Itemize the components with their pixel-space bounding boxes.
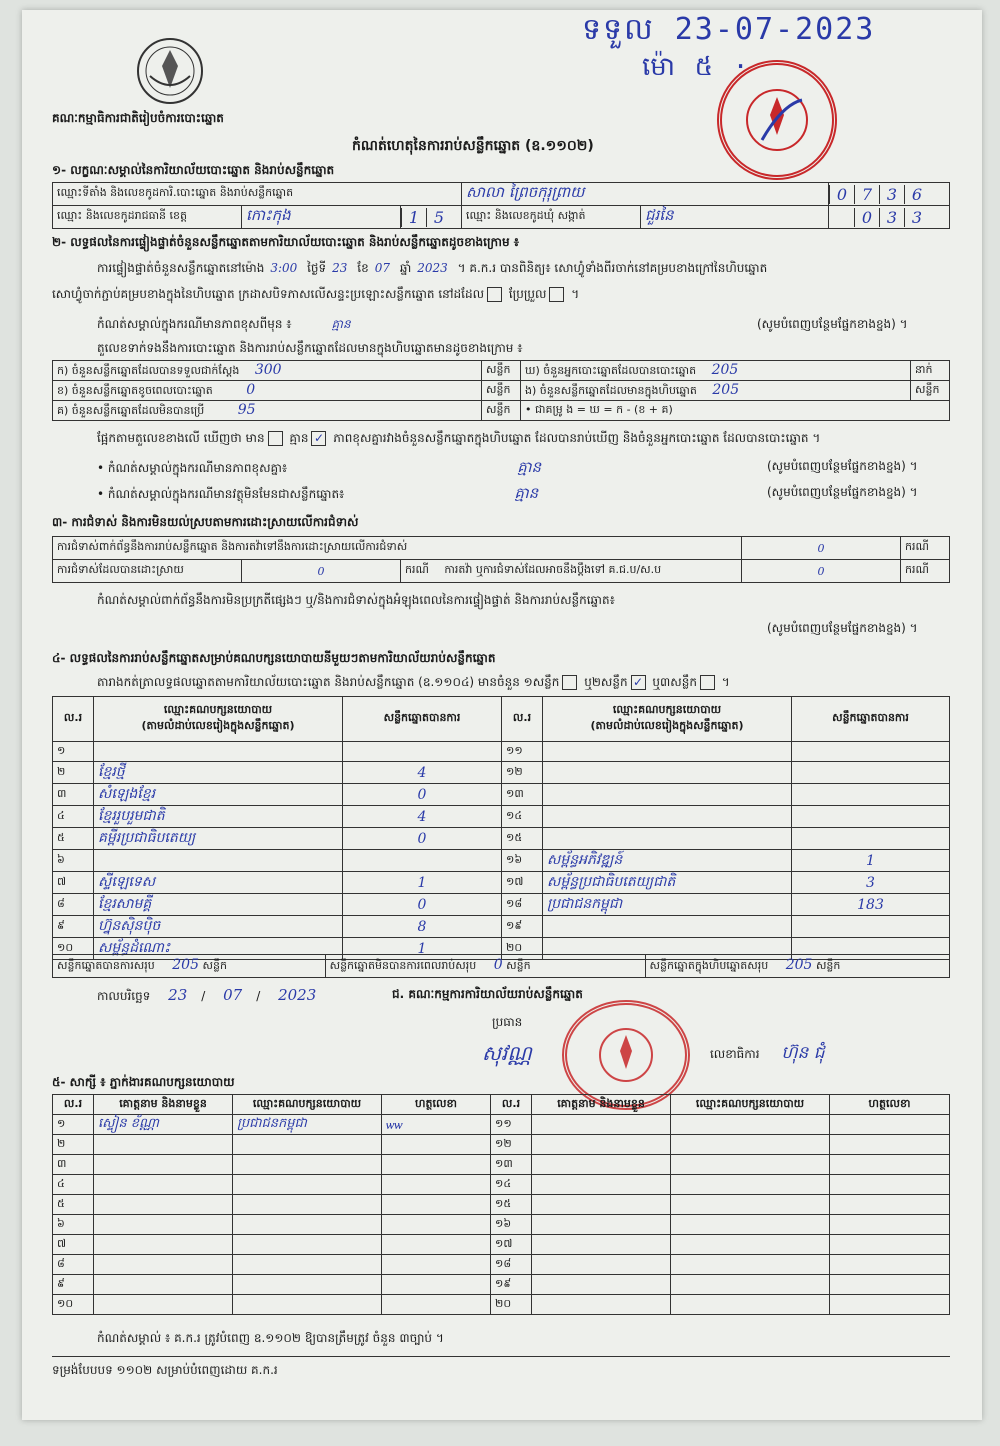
witness-name [532, 1295, 671, 1315]
province-code: 1 5 [401, 206, 462, 229]
polling-station-value: សាលា ព្រៃចកុរុព្រាយ [462, 183, 829, 206]
witness-signature [830, 1195, 950, 1215]
party-votes: 3 [792, 872, 950, 894]
bullet-difference: • កំណត់សម្គាល់ក្នុងករណីមានភាពខុសគ្នា៖ គ្មាន [97, 458, 542, 476]
party-number: ៤ [53, 806, 94, 828]
total-invalid-value: 0 [493, 957, 503, 973]
comparison-line: ផ្អែកតាមតួលេខខាងលើ ឃើញថា មាន គ្មាន ✓ ភាពខុសគ្នារវាងចំនួនសន្លឹកឆ្នោតក្នុងហិបឆ្នោត ដែលបានរាប់ឃើញ និងចំនួនអ្នកបោះឆ្នោត ដែលបានបោះឆ្នោត ។ [97, 431, 821, 445]
verification-paragraph-2: សោហ្វូំចាក់ភ្ជាប់គម្របខាងក្នុងនៃហិបឆ្នោត ក្រដាសបិទភាសលើសន្ទះប្រឡោះសន្លឹកឆ្នោត នៅដដែល ប្រែប្រួល ។ [52, 287, 580, 301]
witness-party [233, 1135, 382, 1155]
commune-label: ឈ្មោះ និងលេខកូដឃុំ សង្កាត់ [462, 206, 641, 229]
witness-signature [382, 1175, 491, 1195]
party-votes [792, 806, 950, 828]
party-number: ១៣ [502, 784, 543, 806]
party-number: ៥ [53, 828, 94, 850]
witness-name [94, 1275, 233, 1295]
witness-party [233, 1175, 382, 1195]
witness-row [53, 1195, 950, 1215]
party-number: ១០ [53, 938, 94, 960]
witness-name [532, 1195, 671, 1215]
verify-month: 07 [374, 261, 390, 275]
party-name [543, 806, 792, 828]
party-name: ស្ទីឡេទេស [94, 872, 343, 894]
witness-row [53, 1115, 950, 1135]
results-row [53, 784, 950, 806]
bullet-foreign-object: • កំណត់សម្គាល់ក្នុងករណីមានវត្ថុមិនមែនជាសន្លឹកឆ្នោត៖ គ្មាន [97, 484, 539, 502]
spoiled-ballots-value: 0 [246, 381, 256, 398]
party-number: ៩ [53, 916, 94, 938]
witness-row [53, 1215, 950, 1235]
results-row [53, 828, 950, 850]
party-number: ១ [53, 742, 94, 762]
secretary-label: លេខាធិការ ហ៊ុន ជុំ [710, 1043, 825, 1063]
received-time-handwritten: ម៉ោ ៥ · [642, 52, 751, 82]
witness-row [53, 1155, 950, 1175]
witness-party [671, 1155, 830, 1175]
party-votes: 8 [343, 916, 502, 938]
results-row [53, 806, 950, 828]
party-number: ១១ [502, 742, 543, 762]
witness-party [233, 1215, 382, 1235]
witness-party [671, 1175, 830, 1195]
party-number: ១៨ [502, 894, 543, 916]
witness-number: ១៦ [491, 1215, 532, 1235]
party-name: ប្រជាជនកម្ពុជា [543, 894, 792, 916]
party-name: គម្ពីរប្រជាធិបតេយ្យ [94, 828, 343, 850]
witness-row [53, 1235, 950, 1255]
party-votes: 1 [792, 850, 950, 872]
party-name: ហ្វ៊ុនស៊ិនប៉ិច [94, 916, 343, 938]
witness-number: ១២ [491, 1135, 532, 1155]
witness-signature [830, 1255, 950, 1275]
received-date-handwritten: ទទួល 23-07-2023 [582, 12, 876, 47]
bullet-difference-hint: (សូមបំពេញបន្ថែមផ្នែកខាងខ្នង) ។ [767, 459, 918, 473]
witness-party [233, 1195, 382, 1215]
witness-signature [830, 1295, 950, 1315]
polling-station-label: ឈ្មោះទីតាំង និងលេខកូដការិ.បោះឆ្នោត និងរាប់សន្លឹកឆ្នោត [53, 183, 462, 206]
results-row [53, 916, 950, 938]
party-name [543, 784, 792, 806]
witness-name [94, 1215, 233, 1235]
complaints-table: ការជំទាស់ពាក់ព័ន្ធនឹងការរាប់សន្លឹកឆ្នោត និងការតវ៉ាទៅនឹងការដោះស្រាយលើការជំទាស់ 0 ករណី ការជំទាស់ដែលបានដោះស្រាយ 0 ករណី ការតវ៉ា ឬការជំទាស់ដែលអាចនឹងប្តឹងទៅ គ.ជ.ប/ស.ប 0 ករណី [52, 536, 950, 583]
committee-sign-label: ជ. គណៈកម្មការការិយាល័យរាប់សន្លឹកឆ្នោត [392, 987, 583, 1001]
witness-party [671, 1195, 830, 1215]
witness-signature [382, 1235, 491, 1255]
signing-date: កាលបរិច្ឆេទ 23 / 07 / 2023 [97, 986, 317, 1004]
party-votes [343, 742, 502, 762]
resolved-count: 0 [242, 560, 401, 583]
verify-year: 2023 [417, 261, 448, 275]
witness-signature [830, 1215, 950, 1235]
total-valid-value: 205 [172, 957, 199, 973]
witness-number: ១១ [491, 1115, 532, 1135]
section-2-title: ២- លទ្ធផលនៃការផ្ទៀងផ្ទាត់ចំនួនសន្លឹកឆ្នោតតាមការិយាល័យបោះឆ្នោត និងរាប់សន្លឹកឆ្នោតដូចខាងក្រោម ៖ [52, 235, 520, 249]
witness-party: ប្រជាជនកម្ពុជា [233, 1115, 382, 1135]
witness-number: ៤ [53, 1175, 94, 1195]
witness-name [532, 1175, 671, 1195]
province-label: ឈ្មោះ និងលេខកូដរាជធានី ខេត្ត [53, 206, 242, 229]
results-row [53, 762, 950, 784]
witness-row [53, 1275, 950, 1295]
party-votes [343, 850, 502, 872]
witness-party [671, 1255, 830, 1275]
witness-number: ៥ [53, 1195, 94, 1215]
witness-signature [382, 1195, 491, 1215]
witness-signature [830, 1175, 950, 1195]
party-votes: 0 [343, 894, 502, 916]
party-votes [792, 762, 950, 784]
party-name [543, 828, 792, 850]
commune-value: ជួរនៃ [641, 206, 829, 229]
witness-name [532, 1235, 671, 1255]
party-name: សម្ព័ន្ធប្រជាធិបតេយ្យជាតិ [543, 872, 792, 894]
received-ballots-value: 300 [254, 361, 282, 378]
witness-number: ៨ [53, 1255, 94, 1275]
party-number: ១៥ [502, 828, 543, 850]
witness-party [233, 1295, 382, 1315]
party-name: ខ្មែរថ្មី [94, 762, 343, 784]
witness-number: ៧ [53, 1235, 94, 1255]
totals-table: សន្លឹកឆ្នោតបានការសរុប 205 សន្លឹក សន្លឹកឆ្នោតមិនបានការពេលរាប់សរុប 0 សន្លឹក សន្លឹកឆ្នោតក្នុងហិបឆ្នោតសរុប 205 សន្លឹក [52, 954, 950, 978]
witness-party [671, 1215, 830, 1235]
party-name [543, 916, 792, 938]
party-number: ១៩ [502, 916, 543, 938]
form-footer: ទម្រង់បែបបទ ១១០២ សម្រាប់បំពេញដោយ គ.ក.រ [52, 1363, 278, 1377]
witness-signature [830, 1135, 950, 1155]
tally-sheet-line: តារាងកត់ត្រាលទ្ធផលឆ្នោតតាមការិយាល័យបោះឆ្នោត និងរាប់សន្លឹកឆ្នោត (ឧ.១១០៤) មានចំនួន ១សន្លឹក ឬ២សន្លឹក ✓ ឬ៣សន្លឹក ។ [97, 675, 730, 689]
has-difference-checkbox[interactable] [268, 431, 283, 446]
witness-number: ១៥ [491, 1195, 532, 1215]
election-form-page [22, 10, 982, 1420]
witness-name [532, 1255, 671, 1275]
formula: • ជាគម្រូ ង = ឃ = ក - (ខ + គ) [521, 401, 950, 421]
party-votes [792, 916, 950, 938]
province-value: កោះកុង [242, 206, 401, 229]
witness-signature [382, 1255, 491, 1275]
party-name [543, 742, 792, 762]
irregularity-hint: (សូមបំពេញបន្ថែមផ្នែកខាងខ្នង) ។ [767, 621, 918, 635]
witness-row [53, 1295, 950, 1315]
party-number: ១៦ [502, 850, 543, 872]
party-number: ២ [53, 762, 94, 784]
party-votes: 4 [343, 762, 502, 784]
complaints-count: 0 [742, 537, 901, 560]
witness-name [532, 1115, 671, 1135]
party-number: ៨ [53, 894, 94, 916]
witness-number: ១៧ [491, 1235, 532, 1255]
party-votes: 1 [343, 872, 502, 894]
witness-number: ៩ [53, 1275, 94, 1295]
chair-signature: សុវណ្ណ [482, 1041, 532, 1065]
witness-signature [382, 1155, 491, 1175]
witness-name [94, 1175, 233, 1195]
witness-number: ១០ [53, 1295, 94, 1315]
witness-party [671, 1295, 830, 1315]
witness-signature [382, 1275, 491, 1295]
two-sheets-checkbox[interactable]: ✓ [631, 675, 646, 690]
figures-table: ក) ចំនួនសន្លឹកឆ្នោតដែលបានទទួលជាក់ស្តែង 300 សន្លឹក ឃ) ចំនួនអ្នកបោះឆ្នោតដែលបានបោះឆ្នោត 205 នាក់ ខ) ចំនួនសន្លឹកឆ្នោតខូចពេលបោះឆ្នោត 0 សន្លឹក ង) ចំនួនសន្លឹកឆ្នោតដែលមានក្នុងហិបឆ្នោត 205 សន្លឹក គ) ចំនួនសន្លឹកឆ្នោតដែលមិនបានប្រើ 95 សន្លឹក • ជាគម្រូ ង = ឃ = ក - (ខ + គ) [52, 360, 950, 421]
bullet-foreign-hint: (សូមបំពេញបន្ថែមផ្នែកខាងខ្នង) ។ [767, 485, 918, 499]
witness-row [53, 1255, 950, 1275]
witness-row [53, 1135, 950, 1155]
emblem-icon [134, 36, 206, 106]
appeal-count: 0 [742, 560, 901, 583]
party-number: ១៧ [502, 872, 543, 894]
one-sheet-checkbox[interactable] [562, 675, 577, 690]
party-number: ៧ [53, 872, 94, 894]
changed-checkbox[interactable] [549, 287, 564, 302]
witness-signature [830, 1235, 950, 1255]
party-votes [792, 784, 950, 806]
irregularity-note: កំណត់សម្គាល់ពាក់ព័ន្ធនឹងការមិនប្រក្រតីផ្សេងៗ ឬ/និងការជំទាស់ក្នុងអំឡុងពេលនៃការផ្ទៀងផ្ទាត់ និងការរាប់សន្លឹកឆ្នោត៖ [97, 593, 615, 607]
witness-name [532, 1275, 671, 1295]
form-title: កំណត់ហេតុនៃការរាប់សន្លឹកឆ្នោត (ឧ.១១០២) [352, 138, 594, 154]
party-number: ៣ [53, 784, 94, 806]
voters-value: 205 [711, 361, 739, 378]
party-votes: 1 [343, 938, 502, 960]
results-table: ល.រ ឈ្មោះគណបក្សនយោបាយ (តាមលំដាប់លេខរៀងក្នុងសន្លឹកឆ្នោត) សន្លឹកឆ្នោតបានការ ល.រ ឈ្មោះគណបក្សនយោបាយ (តាមលំដាប់លេខរៀងក្នុងសន្លឹកឆ្នោត) សន្លឹកឆ្នោតបានការ ១ ១១ ២ ខ្មែរថ្មី 4 ១២ ៣ សំឡេងខ្មែរ 0 ១៣ ៤ ខ្មែររួបរួមជាតិ 4 ១៤ ៥ គម្ពីរប្រជាធិបតេយ្យ 0 ១៥ ៦ ១៦ សម្ព័ន្ធអភិវឌ្ឍន៍ 1 ៧ ស្ទីឡេទេស 1 ១៧ សម្ព័ន្ធប្រជាធិបតេយ្យជាតិ 3 ៨ ខ្មែរសាមគ្គី 0 ១៨ ប្រជាជនកម្ពុជា 183 ៩ ហ្វ៊ុនស៊ិនប៉ិច 8 ១៩ ១០ សម្ព័ន្ធដំណោះ 1 ២០ [52, 696, 950, 960]
three-sheets-checkbox[interactable] [700, 675, 715, 690]
results-row [53, 742, 950, 762]
party-votes [792, 828, 950, 850]
party-name: ខ្មែរសាមគ្គី [94, 894, 343, 916]
party-votes: 0 [343, 784, 502, 806]
official-stamp-top [717, 60, 837, 180]
party-votes: 183 [792, 894, 950, 916]
witness-number: ២ [53, 1135, 94, 1155]
witness-name [94, 1155, 233, 1175]
section-3-title: ៣- ការជំទាស់ និងការមិនយល់ស្របតាមការដោះស្រាយលើការជំទាស់ [52, 515, 359, 529]
party-votes [792, 742, 950, 762]
witness-name: ស្ទៀន ខ័ណ្ណា [94, 1115, 233, 1135]
witness-name [94, 1135, 233, 1155]
witness-name [532, 1155, 671, 1175]
witness-name [94, 1235, 233, 1255]
completion-note: កំណត់សម្គាល់ ៖ គ.ក.រ ត្រូវបំពេញ ឧ.១១០២ ឱ្យបានត្រឹមត្រូវ ចំនួន ៣ច្បាប់ ។ [97, 1331, 444, 1345]
witness-party [671, 1275, 830, 1295]
witness-party [233, 1275, 382, 1295]
witness-party [671, 1235, 830, 1255]
witness-number: ១៤ [491, 1175, 532, 1195]
unchanged-checkbox[interactable] [487, 287, 502, 302]
witness-number: ១ [53, 1115, 94, 1135]
section-4-title: ៤- លទ្ធផលនៃការរាប់សន្លឹកឆ្នោតសម្រាប់គណបក្សនយោបាយនីមួយៗតាមការិយាល័យរាប់សន្លឹកឆ្នោត [52, 651, 496, 665]
witness-number: ២០ [491, 1295, 532, 1315]
witness-number: ១៨ [491, 1255, 532, 1275]
witness-name [532, 1215, 671, 1235]
party-name [543, 762, 792, 784]
footer-divider [52, 1356, 950, 1357]
party-name [94, 850, 343, 872]
total-box-value: 205 [785, 957, 813, 973]
verify-time: 3:00 [270, 261, 298, 275]
witness-name [94, 1195, 233, 1215]
party-votes: 4 [343, 806, 502, 828]
box-ballots-value: 205 [712, 381, 740, 398]
chair-label: ប្រធាន [492, 1015, 523, 1029]
witness-name [94, 1255, 233, 1275]
party-votes: 0 [343, 828, 502, 850]
figures-intro: តួលេខទាក់ទងនឹងការបោះឆ្នោត និងការរាប់សន្លឹកឆ្នោតដែលមានក្នុងហិបឆ្នោតមានដូចខាងក្រោម ៖ [97, 341, 523, 355]
witness-signature [830, 1155, 950, 1175]
section-1-title: ១- លក្ខណៈសម្គាល់នៃការិយាល័យបោះឆ្នោត និងរាប់សន្លឹកឆ្នោត [52, 163, 335, 177]
party-name: សម្ព័ន្ធអភិវឌ្ឍន៍ [543, 850, 792, 872]
section-5-title: ៥- សាក្សី ៖ ភ្នាក់ងារគណបក្សនយោបាយ [52, 1075, 235, 1089]
witness-signature [382, 1215, 491, 1235]
witness-party [671, 1135, 830, 1155]
witness-party [233, 1255, 382, 1275]
results-row [53, 894, 950, 916]
section-1-table [52, 182, 950, 229]
party-name: ខ្មែររួបរួមជាតិ [94, 806, 343, 828]
party-number: ៦ [53, 850, 94, 872]
witness-row [53, 1175, 950, 1195]
witness-signature [830, 1115, 950, 1135]
difference-note-hint: (សូមបំពេញបន្ថែមផ្នែកខាងខ្នង) ។ [757, 317, 908, 331]
witness-signature [382, 1135, 491, 1155]
party-number: ១៤ [502, 806, 543, 828]
committee-name: គណៈកម្មាធិការជាតិរៀបចំការបោះឆ្នោត [52, 111, 224, 125]
results-row [53, 872, 950, 894]
results-row [53, 850, 950, 872]
commune-code: 0 3 3 [829, 206, 950, 229]
witness-signature [382, 1295, 491, 1315]
polling-station-code: 0 7 3 6 [829, 183, 950, 206]
witness-table: ល.រ គោត្តនាម និងនាមខ្លួន ឈ្មោះគណបក្សនយោបាយ ហត្ថលេខា ល.រ គោត្តនាម និងនាមខ្លួន ឈ្មោះគណបក្សនយោបាយ ហត្ថលេខា ១ ស្ទៀន ខ័ណ្ណា ប្រជាជនកម្ពុជា ѡѡ ១១ ២ ១២ ៣ ១៣ ៤ ១៤ ៥ ១៥ ៦ ១៦ ៧ ១៧ ៨ ១៨ ៩ ១៩ ១០ ២០ [52, 1094, 950, 1315]
party-name: សំឡេងខ្មែរ [94, 784, 343, 806]
witness-number: ៣ [53, 1155, 94, 1175]
difference-note-value: គ្មាន [331, 317, 351, 331]
witness-party [233, 1235, 382, 1255]
witness-number: ១៩ [491, 1275, 532, 1295]
witness-name [532, 1135, 671, 1155]
witness-signature: ѡѡ [382, 1115, 491, 1135]
party-name: សម្ព័ន្ធដំណោះ [94, 938, 343, 960]
witness-party [671, 1115, 830, 1135]
witness-signature [830, 1275, 950, 1295]
verification-paragraph: ការផ្ទៀងផ្ទាត់ចំនួនសន្លឹកឆ្នោតនៅម៉ោង 3:00 ថ្ងៃទី 23 ខែ 07 ឆ្នាំ 2023 ។ គ.ក.រ បានពិនិត្យ៖ សោហ្វូំទាំងពីរចាក់នៅគម្របខាងក្រៅនៃហិបឆ្នោត [97, 261, 768, 275]
witness-number: ៦ [53, 1215, 94, 1235]
difference-note: កំណត់សម្គាល់ក្នុងករណីមានភាពខុសពីមុន ៖ គ្មាន [97, 317, 351, 331]
witness-name [94, 1295, 233, 1315]
party-number: ២០ [502, 938, 543, 960]
no-difference-checkbox[interactable]: ✓ [311, 431, 326, 446]
witness-party [233, 1155, 382, 1175]
unused-ballots-value: 95 [237, 401, 256, 418]
party-number: ១២ [502, 762, 543, 784]
verify-day: 23 [332, 261, 348, 275]
party-name [94, 742, 343, 762]
witness-number: ១៣ [491, 1155, 532, 1175]
